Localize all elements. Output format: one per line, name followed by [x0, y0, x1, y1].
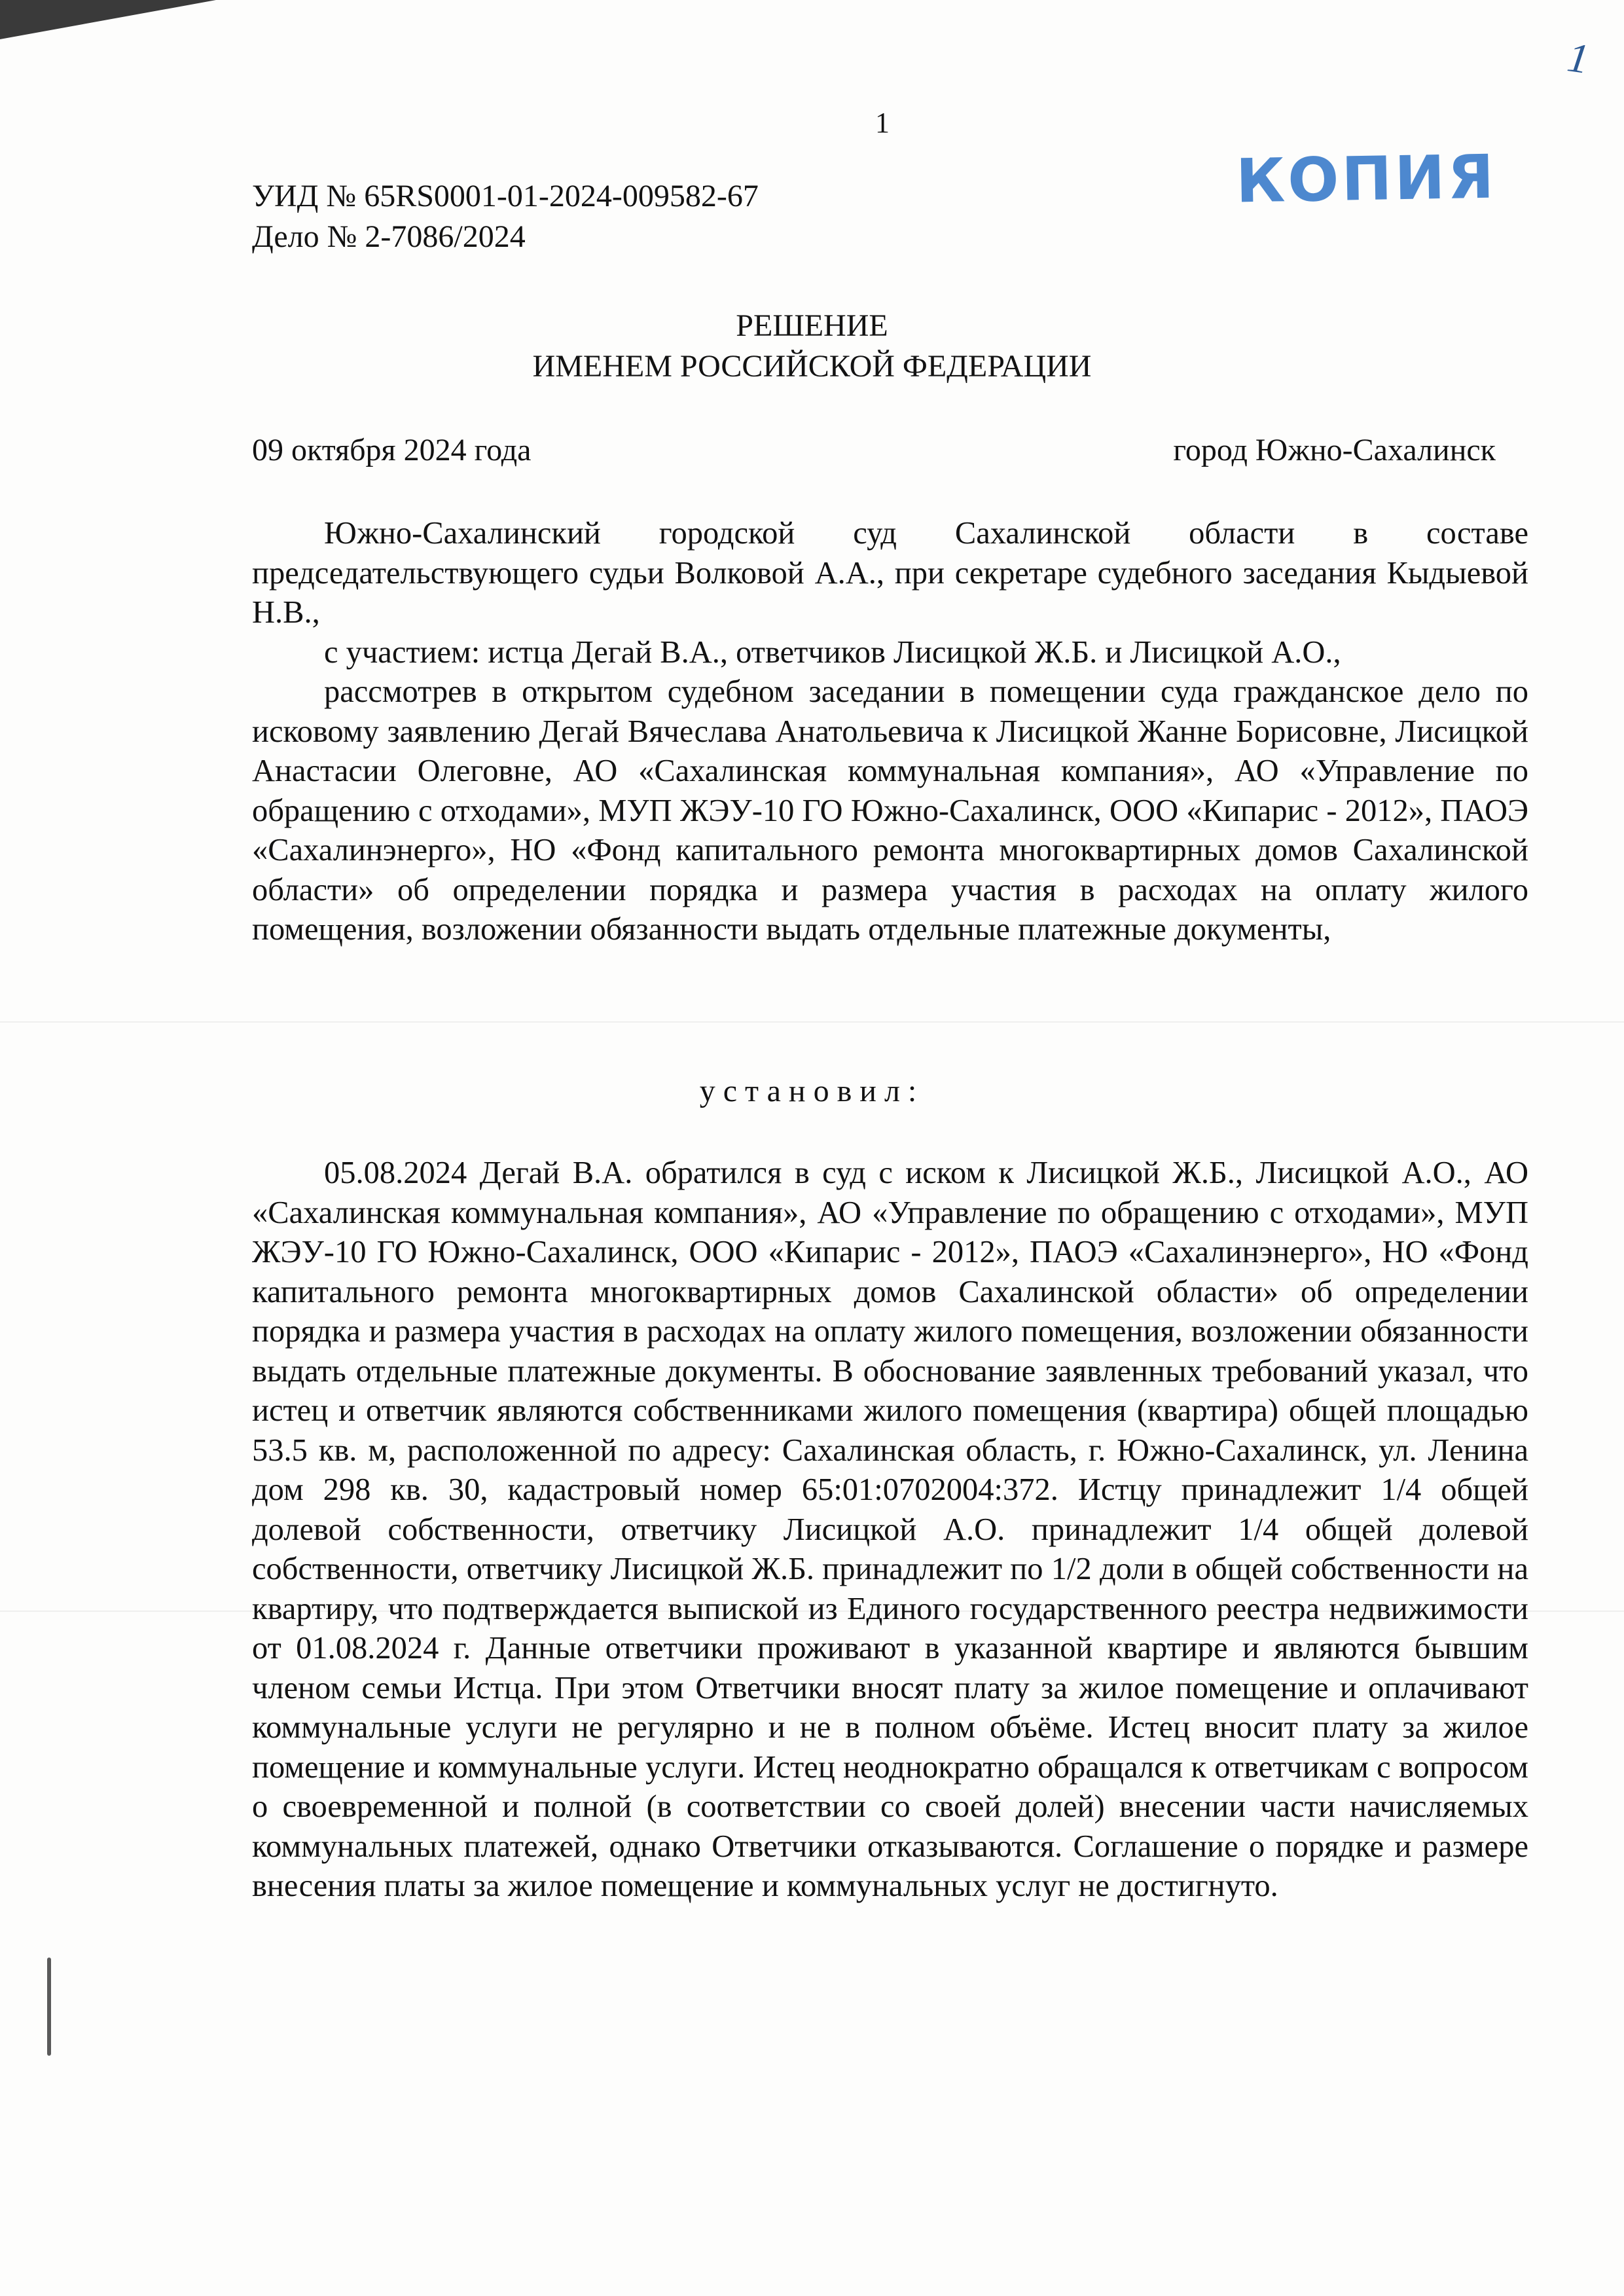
- established-heading: установил:: [699, 1074, 925, 1108]
- decision-date: 09 октября 2024 года: [252, 433, 532, 467]
- margin-mark: [47, 1958, 51, 2056]
- established-text: 05.08.2024 Дегай В.А. обратился в суд с иском к Лисицкой Ж.Б., Лисицкой А.О., АО «Сахалинская коммунальная компания», АО «Управление по обращению с отходами», МУП ЖЭУ-10 ГО Южно-Сахалинск, ООО «Кипарис - 2012», ПАОЭ «Сахалинэнерго», НО «Фонд капитального ремонта многоквартирных домов Сахалинской области» об определении порядка и размера участия в расходах на оплату жилого помещения, возложении обязанности выдать отдельные платежные документы. В обоснование заявленных требований указал, что истец и ответчик являются собственниками жилого помещения (квартира) общей площадью 53.5 кв. м, расположенной по адресу: Сахалинская область, г. Южно-Сахалинск, ул. Ленина дом 298 кв. 30, кадастровый номер 65:01:0702004:372. Истцу принадлежит 1/4 общей долевой собственности, ответчику Лисицкой А.О. принадлежит 1/4 общей долевой собственности, ответчику Лисицкой Ж.Б. принадлежит по 1/2 доли в общей собственности на квартиру, что подтверждается выпиской из Единого государственного реестра недвижимости от 01.08.2024 г. Данные ответчики проживают в указанной квартире и являются бывшим членом семьи Истца. При этом Ответчики вносят плату за жилое помещение и оплачивают коммунальные услуги не регулярно и не в полном объёме. Истец вносит плату за жилое помещение и коммунальные услуги. Истец неоднократно обращался к ответчикам с вопросом о своевременной и полной (в соответствии со своей долей) внесении части начисляемых коммунальных платежей, однако Ответчики отказываются. Соглашение о порядке и размере внесения платы за жилое помещение и коммунальных услуг не достигнуто.: [252, 1156, 1528, 1903]
- copy-stamp: КОПИЯ: [1235, 141, 1498, 217]
- participants: с участием: истца Дегай В.А., ответчиков Лисицкой Ж.Б. и Лисицкой А.О.,: [324, 634, 1341, 670]
- handwritten-page-mark: 1: [1564, 33, 1592, 82]
- case-number: Дело № 2-7086/2024: [252, 219, 526, 254]
- decision-subtitle: ИМЕНЕМ РОССИЙСКОЙ ФЕДЕРАЦИИ: [532, 349, 1092, 384]
- established-block: [252, 1154, 1528, 1906]
- court-composition: Южно-Сахалинский городской суд Сахалинской области в составе председательствующего судьи Волковой А.А., при секретаре судебного заседания Кыдыевой Н.В.,: [252, 516, 1528, 630]
- case-uid: УИД № 65RS0001-01-2024-009582-67: [252, 179, 759, 213]
- page-number: 1: [875, 107, 890, 139]
- decision-city: город Южно-Сахалинск: [1173, 433, 1496, 467]
- case-considered: рассмотрев в открытом судебном заседании в помещении суда гражданское дело по исковому заявлению Дегай Вячеслава Анатольевича к Лисицкой Жанне Борисовне, Лисицкой Анастасии Олеговне, АО «Сахалинская коммунальная компания», АО «Управление по обращению с отходами», МУП ЖЭУ-10 ГО Южно-Сахалинск, ООО «Кипарис - 2012», ПАОЭ «Сахалинэнерго», НО «Фонд капитального ремонта многоквартирных домов Сахалинской области» об определении порядка и размера участия в расходах на оплату жилого помещения, возложении обязанности выдать отдельные платежные документы,: [252, 674, 1528, 947]
- scan-corner-shadow: [0, 0, 216, 39]
- decision-title: РЕШЕНИЕ: [736, 308, 888, 343]
- intro-block: [252, 514, 1528, 950]
- date-line: [252, 431, 1496, 470]
- fold-line: [0, 1021, 1624, 1023]
